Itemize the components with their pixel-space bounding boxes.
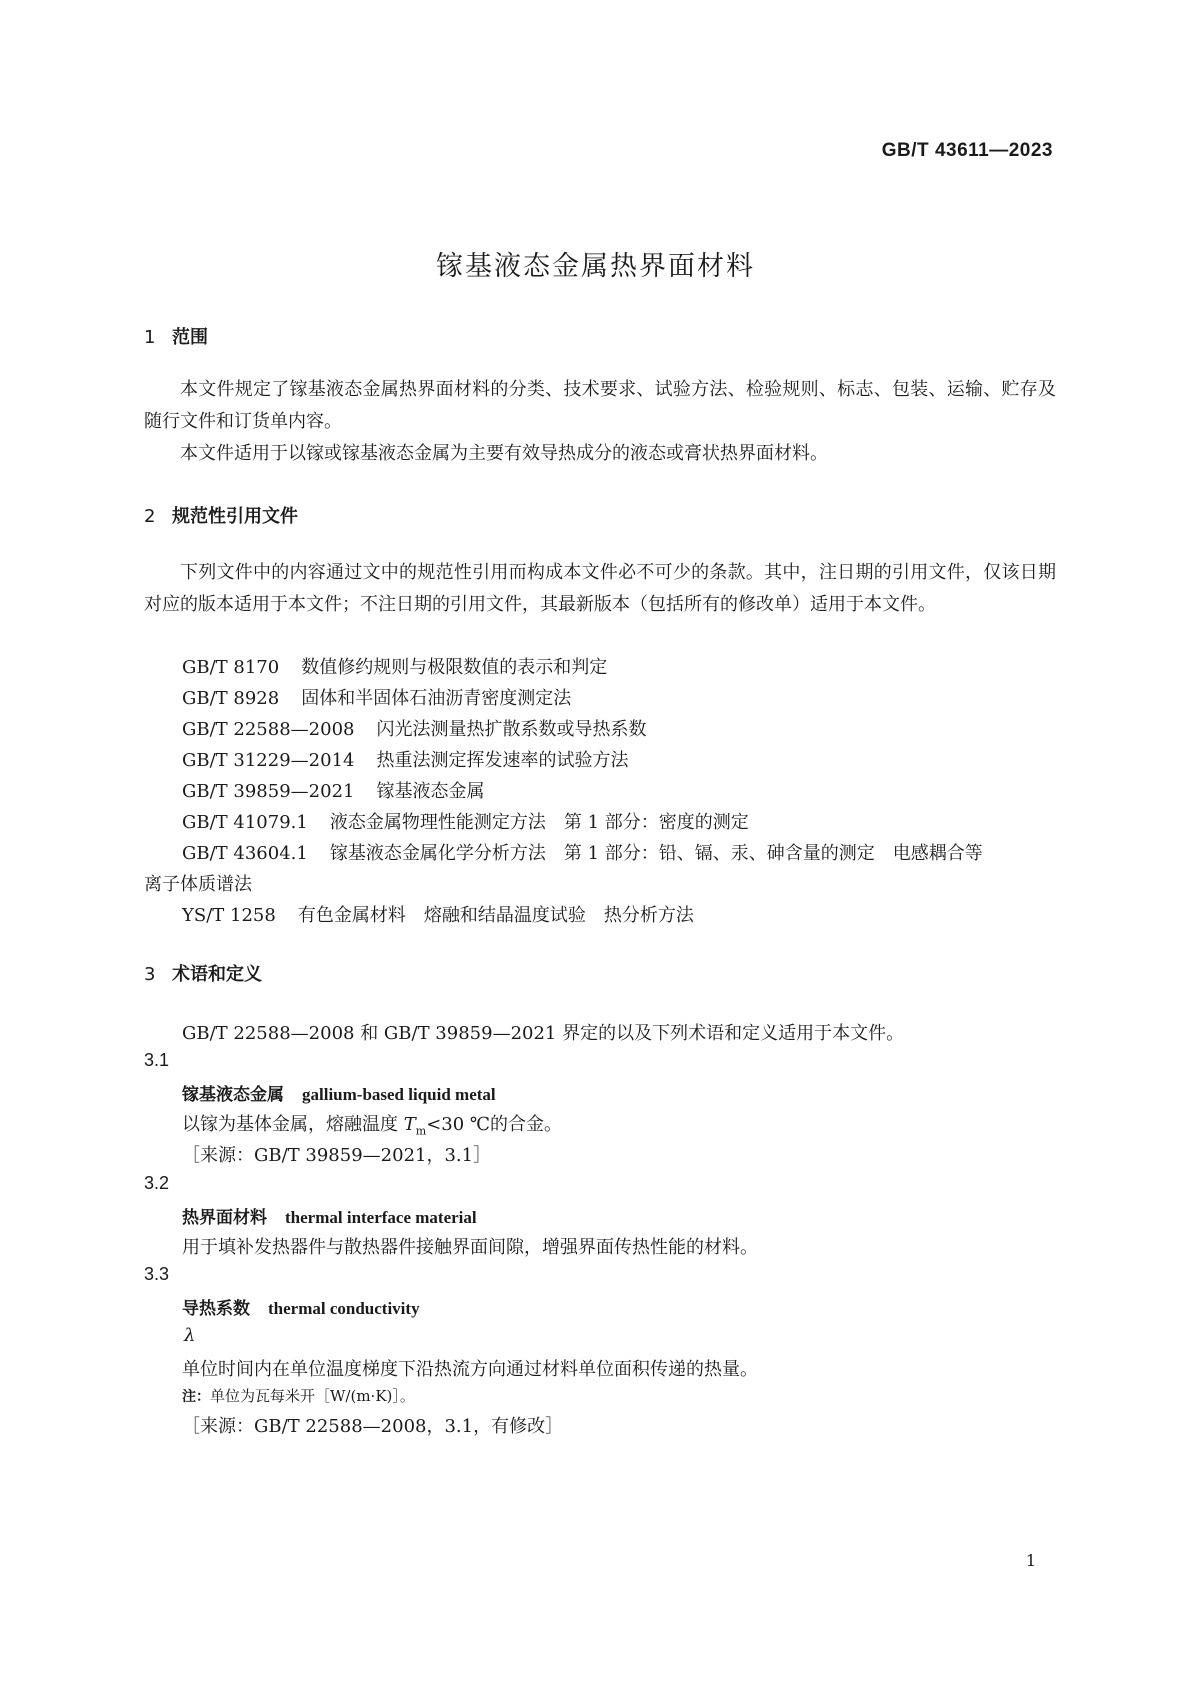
section-heading-scope [144,323,208,349]
scope-paragraph-1: 本文件规定了镓基液态金属热界面材料的分类、技术要求、试验方法、检验规则、标志、包装、运输、贮存及随行文件和订货单内容。 [144,379,1056,432]
reference-item [182,715,646,741]
reference-item [182,808,749,834]
term-chinese: 镓基液态金属 [182,1085,284,1105]
clause-number: 3.2 [144,1173,170,1193]
note-label: 注： [182,1389,210,1405]
term-english: thermal conductivity [268,1299,420,1318]
reference-code: GB/T 31229—2014 [182,750,355,771]
reference-code: GB/T 43604.1 [182,843,308,864]
reference-code: GB/T 8170 [182,657,280,678]
reference-item [182,684,571,710]
term-english: thermal interface material [285,1208,477,1227]
temperature-symbol: T [403,1114,416,1135]
reference-item [182,653,607,679]
section-title: 术语和定义 [172,964,262,985]
reference-item [182,901,694,927]
page-number: 1 [1025,1551,1036,1570]
temperature-subscript: m [415,1124,427,1138]
term-chinese: 导热系数 [182,1299,250,1319]
term-entry [182,1080,496,1105]
reference-item [182,777,484,803]
section-heading-terms [144,960,262,986]
reference-title: 固体和半固体石油沥青密度测定法 [301,688,572,709]
reference-title: 镓基液态金属化学分析方法 第 1 部分：铅、镉、汞、砷含量的测定 电感耦合等 [329,843,983,864]
note-text: 单位为瓦每米开［W/(m·K)］。 [210,1387,415,1405]
document-title: 镓基液态金属热界面材料 [436,251,755,282]
reference-title: 有色金属材料 熔融和结晶温度试验 热分析方法 [297,905,694,926]
term-definition: 单位时间内在单位温度梯度下沿热流方向通过材料单位面积传递的热量。 [182,1359,758,1380]
reference-item [182,746,628,772]
section-title: 范围 [172,327,208,348]
term-entry [182,1294,420,1319]
reference-title: 热重法测定挥发速率的试验方法 [376,750,629,771]
section-heading-normative-refs [144,502,298,528]
reference-item [182,839,983,865]
term-source: ［来源：GB/T 22588—2008，3.1，有修改］ [182,1416,564,1437]
reference-title: 闪光法测量热扩散系数或导热系数 [376,719,647,740]
term-entry [182,1203,477,1228]
reference-code: GB/T 22588—2008 [182,719,355,740]
reference-title: 液态金属物理性能测定方法 第 1 部分：密度的测定 [329,812,749,833]
clause-number: 3.1 [144,1050,170,1070]
section-number: 3 [144,964,156,985]
reference-code: GB/T 39859—2021 [182,781,355,802]
terms-intro: GB/T 22588—2008 和 GB/T 39859—2021 界定的以及下列术语和定义适用于本文件。 [182,1023,905,1044]
reference-title: 镓基液态金属 [376,781,485,802]
clause-number: 3.3 [144,1264,170,1284]
reference-code: GB/T 41079.1 [182,812,308,833]
section-number: 1 [144,327,156,348]
scope-paragraph-2: 本文件适用于以镓或镓基液态金属为主要有效导热成分的液态或膏状热界面材料。 [180,443,828,464]
term-definition: 用于填补发热器件与散热器件接触界面间隙，增强界面传热性能的材料。 [182,1237,758,1258]
standard-code: GB/T 43611—2023 [881,140,1053,161]
section-number: 2 [144,506,156,527]
term-note [182,1385,415,1406]
term-source: ［来源：GB/T 39859—2021，3.1］ [182,1145,492,1166]
section-title: 规范性引用文件 [172,506,298,527]
term-symbol: λ [184,1325,196,1346]
normative-refs-intro: 下列文件中的内容通过文中的规范性引用而构成本文件必不可少的条款。其中，注日期的引用文件，仅该日期对应的版本适用于本文件；不注日期的引用文件，其最新版本（包括所有的修改单）适用于本文件。 [144,562,1056,615]
term-english: gallium-based liquid metal [302,1085,496,1104]
term-definition [182,1110,562,1138]
reference-continuation: 离子体质谱法 [144,874,252,895]
definition-text: <30 ℃的合金。 [426,1114,563,1135]
reference-code: GB/T 8928 [182,688,280,709]
term-chinese: 热界面材料 [182,1208,267,1228]
reference-code: YS/T 1258 [182,905,276,926]
definition-text: 以镓为基体金属，熔融温度 [182,1114,404,1135]
reference-title: 数值修约规则与极限数值的表示和判定 [301,657,608,678]
